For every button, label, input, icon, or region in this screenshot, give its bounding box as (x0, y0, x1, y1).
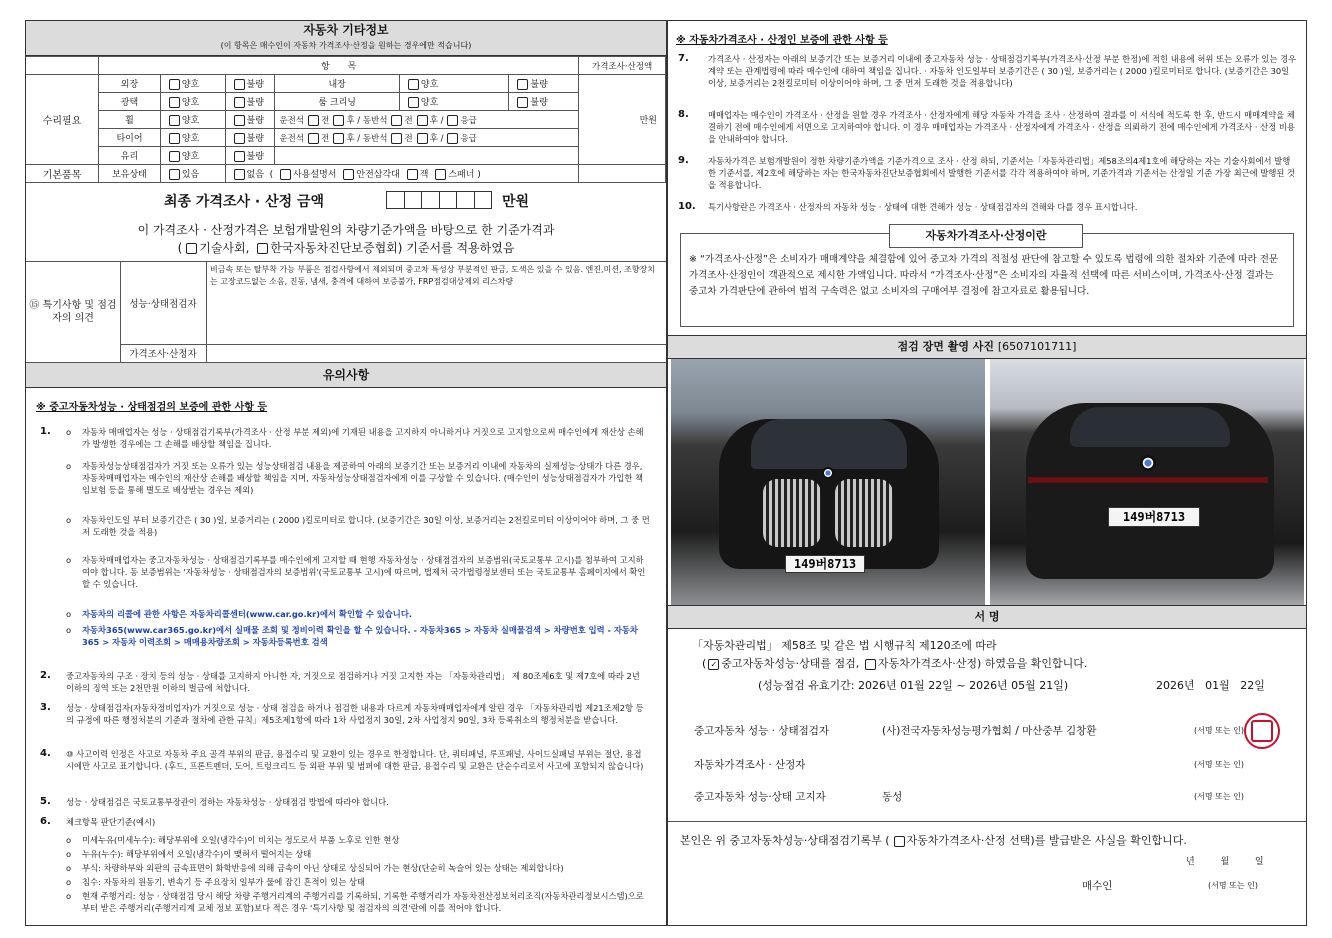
pricer-role: 자동차가격조사 · 산정자 (694, 759, 806, 771)
inspector-role: 중고자동차 성능 · 상태점검자 (694, 725, 830, 737)
price-item-text: 매매업자는 매수인이 가격조사 · 산정을 원할 경우 가격조사 · 산정자에게 해당 자동차 가격을 조사 · 산정하여 결과를 이 서식에 적도록 한 후, 반드시 매매계약을 체결하기 전에 매수인에게 서면으로 고지하여야 합니다. 이 경우 매매업자는 가격조사 · 산정자에게 가격조사 · 산정을 의뢰하기 전에 매수인에게 가격조사 · 산정 비용을 안내하여야 합니다. (708, 110, 1295, 144)
bmw-logo-icon (822, 467, 834, 479)
exterior-good-checkbox[interactable] (169, 79, 180, 90)
inspector-name: (사)전국자동차성능평가협회 / 마산중부 김창환 (882, 725, 1097, 737)
rear-car-photo (990, 359, 1304, 605)
bullet-icon: o (66, 461, 72, 471)
notice-item-text: 자동차 매매업자는 성능 · 상태점검기록부(가격조사 · 산정 부분 제외)에 기재된 내용을 고지하지 아니하거나 거짓으로 고지함으로써 매수인에게 재산상 손해가 발생한 경우에는 그 손해를 배상할 책임을 집니다. (82, 427, 644, 449)
photo-id: [6507101711] (997, 340, 1077, 353)
pricer-sign: (서명 또는 인) (1194, 760, 1244, 769)
gloss-bad-checkbox[interactable] (234, 97, 245, 108)
row-wheel: 휠 (99, 111, 161, 129)
notice-item-number: 2. (40, 670, 51, 681)
special-remarks (26, 262, 666, 363)
signature-header: 서 명 (668, 605, 1306, 629)
basic-have-checkbox[interactable] (169, 169, 180, 180)
law-line: 「자동차관리법」 제58조 및 같은 법 시행규칙 제120조에 따라 (692, 639, 997, 652)
etc-info-subtitle: (이 항목은 매수인이 자동차 가격조사·산정을 원하는 경우에만 적습니다) (220, 41, 472, 50)
tire-good-checkbox[interactable] (169, 133, 180, 144)
notice-item-text: 자동차인도일 부터 보증기간은 ( 30 )일, 보증거리는 ( 2000 )킬로미터로 합니다. (보증기간은 30일 이상, 보증거리는 2천킬로미터 이상이어야 하며, 그 중 먼저 도래한 것을 적용) (82, 515, 650, 537)
red-seal-stamp (1244, 713, 1280, 749)
bullet-icon: o (66, 891, 72, 901)
row-exterior: 외장 (99, 75, 161, 93)
basic-items-label: 기본품목 (26, 165, 99, 183)
performance-checked-checkbox[interactable]: ✓ (708, 659, 719, 670)
photo-header (668, 335, 1306, 359)
taillight-bar (1028, 477, 1268, 483)
what-is-title: 자동차가격조사·산정이란 (889, 224, 1083, 248)
basis-line1: 이 가격조사 · 산정가격은 보험개발원의 차량기준가액을 바탕으로 한 기준가격과 (137, 223, 555, 237)
etc-info-table: 항 목 가격조사·산정액 수리필요 외장 양호 불량 내장 양호 불량 만원 광택 양호 불량 룸 크리닝 양호 불량 휠 양호 불량 운전석 전 후 / 동반석 전 후 / 응급 타이어 양호 불량 운전석 전 후 / 동반석 전 후 / 응급 유리 양호 불량 기본품목 보유상태 있음 없음 ( 사용설명서 안전삼각대 잭 스패너 ) (26, 56, 666, 183)
notice-item-number: 4. (40, 748, 51, 759)
row-room-cleaning: 룸 크리닝 (275, 93, 399, 111)
row-interior: 내장 (275, 75, 399, 93)
buyer-sign: (서명 또는 인) (1208, 881, 1258, 890)
inspector-opinion-text: 비금속 또는 탈부착 가능 부품은 점검사항에서 제외되며 중고차 특성상 부분적인 판금, 도색은 있을 수 있음. 엔진,미션, 조향장치는 고장코드없는 소음, 진동, 냄새, 충격에 대하여 보증불가, FRP점검대상제외 리스차량 (210, 265, 655, 286)
notice-item-text: 자동차매매업자는 중고자동차성능 · 상태점검기록부를 매수인에게 고지할 때 현행 자동차성능 · 상태점검자의 보증범위(국토교통부 고시)를 첨부하여 고지하여야 합니다. 동 보증범위는 '자동차성능 · 상태점검자의 보증범위'(국토교통부 고시)에 따르며, 법제처 국가법령정보센터 또는 국토교통부 홈페이지에서 확인할 수 있습니다. (82, 555, 646, 589)
room-good-checkbox[interactable] (408, 97, 419, 108)
etc-info-header (26, 21, 666, 56)
wheel-position-options: 운전석 전 후 / 동반석 전 후 / 응급 (275, 111, 579, 129)
notice-item-text: 성능 · 상태점검자(자동차정비업자)가 거짓으로 성능 · 상태 점검을 하거나 점검한 내용과 다르게 자동차매매업자에게 알린 경우 「자동차관리법 제21조제2항 등의 규정에 따른 행정처분의 기준과 절차에 관한 규칙」제5조제1항에 따라 1차 사업정지 30일, 2차 사업정지 90일, 3차 등록취소의 행정처분을 받습니다. (66, 703, 644, 725)
notice-item-text: 자동차365(www.car365.go.kr)에서 실매물 조회 및 정비이력 확인을 할 수 있습니다. - 자동차365 > 자동차 실매물검색 > 차량번호 입력 - 자동차365 > 자동차 이력조회 > 매매용차량조회 > 자동차등록번호 검색 (82, 625, 638, 647)
notice-item-number: 5. (40, 796, 51, 807)
interior-good-checkbox[interactable] (408, 79, 419, 90)
repair-label: 수리필요 (26, 75, 99, 165)
notifier-sign: (서명 또는 인) (1194, 792, 1244, 801)
etc-info-title: 자동차 기타정보 (303, 23, 389, 37)
basis-line2: ( 기술사회, 한국자동차진단보증협회) 기준서를 적용하였음 (177, 241, 515, 255)
kidney-grille-right (835, 479, 893, 547)
tire-bad-checkbox[interactable] (234, 133, 245, 144)
bullet-icon: o (66, 427, 72, 437)
notice-item-text: 중고자동차의 구조 · 장치 등의 성능 · 상태를 고지하지 아니한 자, 거짓으로 점검하거나 거짓 고지한 자는 「자동차관리법」 제 80조제6호 및 제7호에 따라 2년 이하의 징역 또는 2천만원 이하의 벌금에 처합니다. (66, 671, 640, 693)
warranty-title: ※ 중고자동차성능 · 상태점검의 보증에 관한 사항 등 (36, 402, 268, 413)
notifier-role: 중고자동차 성능·상태 고지자 (694, 791, 826, 803)
notice-item-number: 3. (40, 702, 51, 713)
row-tire: 타이어 (99, 129, 161, 147)
repair-price-unit: 만원 (579, 75, 666, 165)
final-price-block (26, 183, 666, 262)
notice-header: 유의사항 (26, 363, 666, 388)
notice-item-text: 부식: 차량하부와 외판의 금속표면이 화학반응에 의해 금속이 아닌 상태로 상실되어 가는 현상(단순히 녹슬어 있는 상태는 제외합니다) (82, 863, 564, 873)
rear-window (1070, 407, 1230, 447)
bullet-icon: o (66, 609, 72, 619)
wheel-bad-checkbox[interactable] (234, 115, 245, 126)
price-item-text: 특기사항란은 가격조사 · 산정자의 자동차 성능 · 상태에 대한 견해가 성능 · 상태점검자의 견해와 다를 경우 표시합니다. (708, 202, 1138, 212)
room-bad-checkbox[interactable] (517, 97, 528, 108)
special-remarks-label: ⑮ 특기사항 및 점검자의 의견 (26, 262, 121, 362)
receipt-section (668, 822, 1306, 918)
price-item-number: 9. (678, 155, 689, 166)
tire-position-options: 운전석 전 후 / 동반석 전 후 / 응급 (275, 129, 579, 147)
receipt-price-checkbox[interactable] (894, 836, 905, 847)
notice-item-number: 1. (40, 426, 51, 437)
tech-society-checkbox[interactable] (186, 243, 197, 254)
buyer-label: 매수인 (1082, 880, 1113, 892)
glass-bad-checkbox[interactable] (234, 151, 245, 162)
confirm-line: ( ✓ 중고자동차성능·상태를 점검, 자동차가격조사·산정) 하였음을 확인합니다. (702, 657, 1088, 670)
exterior-bad-checkbox[interactable] (234, 79, 245, 90)
bullet-icon: o (66, 877, 72, 887)
sign-date: 2026년 01월 22일 (1156, 679, 1265, 692)
inspector-sign: (서명 또는 인) (1194, 726, 1244, 735)
front-car-photo (671, 359, 985, 605)
column-price-header: 가격조사·산정액 (579, 57, 666, 75)
photo-title: 점검 장면 촬영 사진 (897, 340, 995, 353)
final-price-boxes[interactable] (386, 191, 492, 209)
pricer-opinion-label: 가격조사·산정자 (120, 344, 207, 362)
notice-item-text: 성능 · 상태점검은 국토교통부장관이 정하는 자동차성능 · 상태점검 방법에 따라야 합니다. (66, 797, 389, 807)
diagnosis-assoc-checkbox[interactable] (257, 243, 268, 254)
photo-area (668, 359, 1306, 605)
price-warranty-title: ※ 자동차가격조사 · 산정인 보증에 관한 사항 등 (676, 35, 888, 46)
receipt-line: 본인은 위 중고자동차성능·상태점검기록부 ( 자동차가격조사·산정 선택)를 발급받은 사실을 확인합니다. (680, 834, 1187, 847)
price-warranty-section (668, 21, 1306, 335)
final-price-title: 최종 가격조사 · 산정 금액 (164, 194, 325, 210)
row-glass: 유리 (99, 147, 161, 165)
price-item-number: 7. (678, 53, 689, 64)
notice-item-text: 자동차성능상태점검자가 거짓 또는 오류가 있는 성능상태점검 내용을 제공하여 아래의 보증기간 또는 보증거리 이내에 자동차의 실제성능·상태가 다른 경우, 자동차매매업자는 매수인의 재산상 손해를 배상할 책임을 지며, 자동차성능상태점검자에게 이를 구상할 수 있습니다. (매수인이 성능상태점검자가 가입한 책임보험 등을 통해 별도로 배상받는 경우는 제외) (82, 461, 644, 495)
bullet-icon: o (66, 849, 72, 859)
interior-bad-checkbox[interactable] (517, 79, 528, 90)
receipt-date: 년 월 일 (1186, 857, 1264, 867)
windshield (751, 419, 907, 469)
notice-item-text: 누유(누수): 해당부위에서 오일(냉각수)이 맺혀서 떨어지는 상태 (82, 849, 312, 859)
notice-item-text: 자동차의 리콜에 관한 사항은 자동차리콜센터(www.car.go.kr)에서 확인할 수 있습니다. (82, 609, 412, 619)
front-plate: 149버8713 (785, 555, 865, 573)
what-is-text: ※ “가격조사·산정”은 소비자가 매매계약을 체결함에 있어 중고차 가격의 적절성 판단에 참고할 수 있도록 법령에 의한 절차와 기준에 따라 전문 가격조사·산정인이 객관적으로 제시한 가액입니다. 따라서 “가격조사·산정”은 소비자의 자율적 선택에 따른 서비스이며, 가격조사·산정 결과는 중고차 가격판단에 관하여 법적 구속력은 없고 소비자의 구매여부 결정에 참고자료로 활용됩니다. (689, 254, 1279, 297)
price-item-text: 자동차가격은 보험개발원이 정한 차량기준가액을 기준가격으로 조사 · 산정 하되, 기준서는「자동차관리법」제58조의4제1호에 해당하는 자는 기술사회에서 발행한 기준서를, 제2호에 해당하는 자는 한국자동차진단보증협회에서 발행한 기준서를 각각 적용하여야 하며, 기준가격과 기준서는 산정일 기준 가장 최근에 발행된 것을 적용합니다. (708, 156, 1296, 190)
price-item-text: 가격조사 · 산정자는 아래의 보증기간 또는 보증거리 이내에 중고자동차 성능 · 상태점검기록부(가격조사·산정 부분 한정)에 적힌 내용에 허위 또는 오류가 있는 경우 계약 또는 관계법령에 따라 매수인에 대하여 책임을 집니다. · 자동차 인도일부터 보증기간은 ( 30 )일, 보증거리는 ( 2000 )킬로미터로 합니다. (보증기간은 30일 이상, 보증거리는 2천킬로미터 이상이어야 하며, 그 중 먼저 도래한 것을 적용합니다) (708, 54, 1297, 88)
notifier-name: 동성 (882, 791, 903, 803)
rear-plate: 149버8713 (1108, 507, 1200, 527)
bullet-icon: o (66, 625, 72, 635)
bmw-rear-logo-icon (1140, 455, 1156, 471)
wheel-good-checkbox[interactable] (169, 115, 180, 126)
price-survey-checkbox[interactable] (865, 659, 876, 670)
signature-section (668, 629, 1306, 822)
validity-period: (성능점검 유효기간: 2026년 01월 22일 ~ 2026년 05월 21일) (758, 679, 1069, 692)
notice-item-text: 현재 주행거리: 성능 · 상태점검 당시 해당 차량 주행거리계의 주행거리를 기록하되, 기록한 주행거리가 자동차전산정보처리조직(자동차관리정보시스템)으로부터 받은 주행거리(주행거리계 교체 정보 포함)보다 적은 경우 '특기사항 및 점검자의 의견'란에 이를 적어야 합니다. (82, 891, 644, 913)
notice-item-text: 미세누유(미세누수): 해당부위에 오일(냉각수)이 비치는 정도로서 부품 노후로 인한 현상 (82, 835, 400, 845)
price-item-number: 8. (678, 109, 689, 120)
notice-item-text: ⑩ 사고이력 인정은 사고로 자동차 주요 골격 부위의 판금, 용접수리 및 교환이 있는 경우로 한정합니다. 단, 쿼터패널, 루프패널, 사이드실패널 부위는 절단, 용접 시에만 사고로 표기합니다. (후드, 프론트펜더, 도어, 트렁크리드 등 외판 부위 및 범퍼에 대한 판금, 용접수리 및 교환은 단순수리로서 사고에 포함되지 않습니다) (66, 749, 644, 771)
price-item-number: 10. (678, 201, 696, 212)
notice-item-text: 침수: 자동차의 원동기, 변속기 등 주요장치 일부가 물에 잠긴 흔적이 있는 상태 (82, 877, 365, 887)
bullet-icon: o (66, 515, 72, 525)
gloss-good-checkbox[interactable] (169, 97, 180, 108)
basic-status-label: 보유상태 (99, 165, 161, 183)
notice-item-number: 6. (40, 816, 51, 827)
what-is-box (680, 229, 1294, 327)
notice-body (26, 388, 666, 913)
basic-none-options: 없음 ( 사용설명서 안전삼각대 잭 스패너 ) (225, 165, 579, 183)
notice-item-text: 체크항목 판단기준(예시) (66, 817, 156, 827)
bullet-icon: o (66, 835, 72, 845)
final-price-unit: 만원 (502, 194, 530, 210)
left-column (25, 20, 667, 926)
kidney-grille-left (763, 479, 821, 547)
bullet-icon: o (66, 863, 72, 873)
bullet-icon: o (66, 555, 72, 565)
column-item-header: 항 목 (99, 57, 579, 75)
row-gloss: 광택 (99, 93, 161, 111)
inspector-opinion-label: 성능·상태점검자 (120, 262, 207, 344)
right-column (667, 20, 1307, 926)
glass-good-checkbox[interactable] (169, 151, 180, 162)
